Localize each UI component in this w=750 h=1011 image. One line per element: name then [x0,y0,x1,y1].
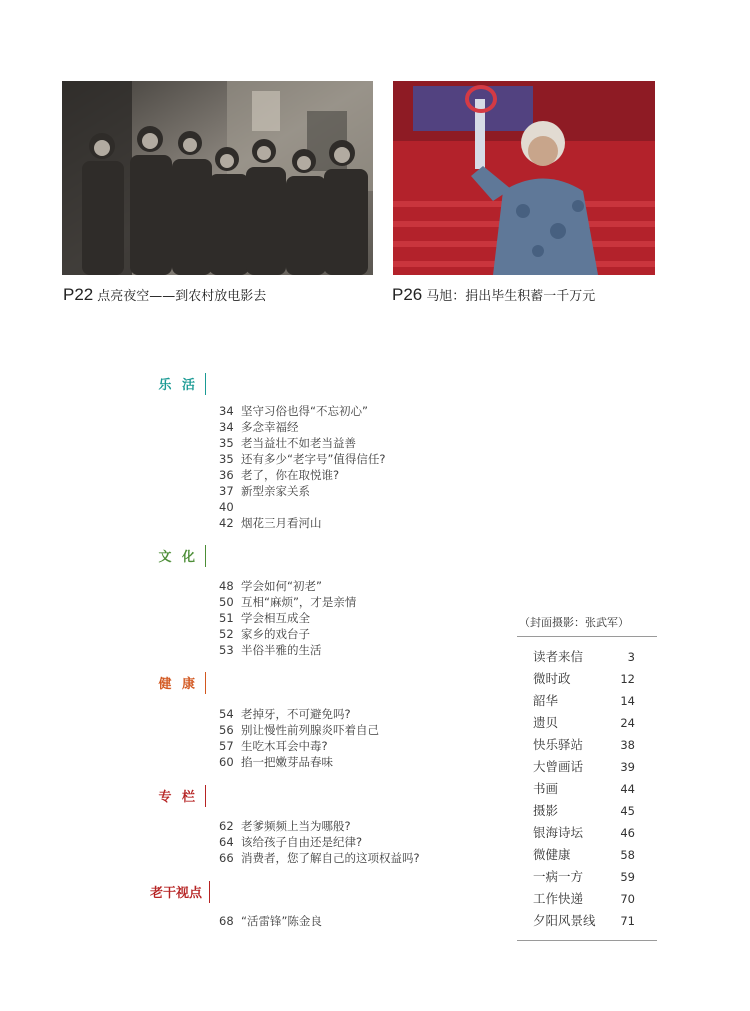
toc-page: 36 [219,468,234,482]
toc-title: 坚守习俗也得“不忘初心” [241,404,368,418]
toc-title: 多念幸福经 [241,420,299,434]
toc-page: 35 [219,436,234,450]
index-item: 微健康 58 [533,847,635,862]
index-item: 工作快递 70 [533,891,635,906]
section-heading: 老干视点 [120,881,210,905]
index-item: 夕阳风景线 71 [533,913,635,928]
toc-title: 学会如何“初老” [241,579,322,593]
toc-page: 52 [219,627,234,641]
toc-title: 新型亲家关系 [241,484,310,498]
index-item: 摄影 45 [533,803,635,818]
toc-page: 68 [219,914,234,928]
cover-photo-credit: （封面摄影：张武军） [519,616,629,629]
toc-page: 54 [219,707,234,721]
toc-title: “活雷锋”陈金良 [241,914,322,928]
divider [517,636,657,637]
toc-title: 学会相互成全 [241,611,310,625]
toc-title: 家乡的戏台子 [241,627,310,641]
toc-page: 56 [219,723,234,737]
toc-page: 66 [219,851,234,865]
photo-caption [63,285,266,305]
index-item: 韶华 14 [533,693,635,708]
award-photo [393,81,655,275]
index-item: 银海诗坛 46 [533,825,635,840]
index-item: 读者来信 3 [533,649,635,664]
toc-page: 34 [219,420,234,434]
caption-page: P26 [392,285,423,304]
toc-title: 别让慢性前列腺炎吓着自己 [241,723,379,737]
section-heading: 专 栏 [120,785,206,809]
toc-page: 62 [219,819,234,833]
toc-page: 50 [219,595,234,609]
toc-title: 互相“麻烦”，才是亲情 [241,595,357,609]
caption-text: 马旭：捐出毕生积蓄一千万元 [426,289,596,304]
caption-page: P22 [63,285,94,304]
toc-page: 37 [219,484,234,498]
photo-caption [392,285,595,305]
divider [517,940,657,941]
toc-title: 还有多少“老字号”值得信任? [241,452,386,466]
toc-page: 42 [219,516,234,530]
toc-title: 老当益壮不如老当益善 [241,436,356,450]
index-item: 遗贝 24 [533,715,635,730]
group-photo [62,81,373,275]
section-heading: 文 化 [120,545,206,569]
toc-page: 48 [219,579,234,593]
toc-title: 生吃木耳会中毒? [241,739,328,753]
toc-page: 64 [219,835,234,849]
toc-page: 35 [219,452,234,466]
index-item: 书画 44 [533,781,635,796]
index-item: 快乐驿站 38 [533,737,635,752]
section-heading: 乐 活 [120,373,206,397]
toc-title: 半俗半雅的生活 [241,643,322,657]
index-item: 一病一方 59 [533,869,635,884]
toc-page: 51 [219,611,234,625]
toc-page: 57 [219,739,234,753]
toc-title: 烟花三月看河山 [241,516,322,530]
caption-text: 点亮夜空——到农村放电影去 [97,289,267,304]
toc-title: 老爹频频上当为哪般? [241,819,351,833]
index-item: 大曾画话 39 [533,759,635,774]
toc-title: 老了，你在取悦谁? [241,468,340,482]
toc-title: 消费者，您了解自己的这项权益吗? [241,851,420,865]
section-heading: 健 康 [120,672,206,696]
toc-page: 60 [219,755,234,769]
toc-page: 40 [219,500,234,514]
toc-title: 该给孩子自由还是纪律? [241,835,363,849]
toc-title: 掐一把嫩芽品春味 [241,755,333,769]
toc-page: 53 [219,643,234,657]
index-item: 微时政 12 [533,671,635,686]
toc-page: 34 [219,404,234,418]
toc-title: 老掉牙，不可避免吗? [241,707,351,721]
